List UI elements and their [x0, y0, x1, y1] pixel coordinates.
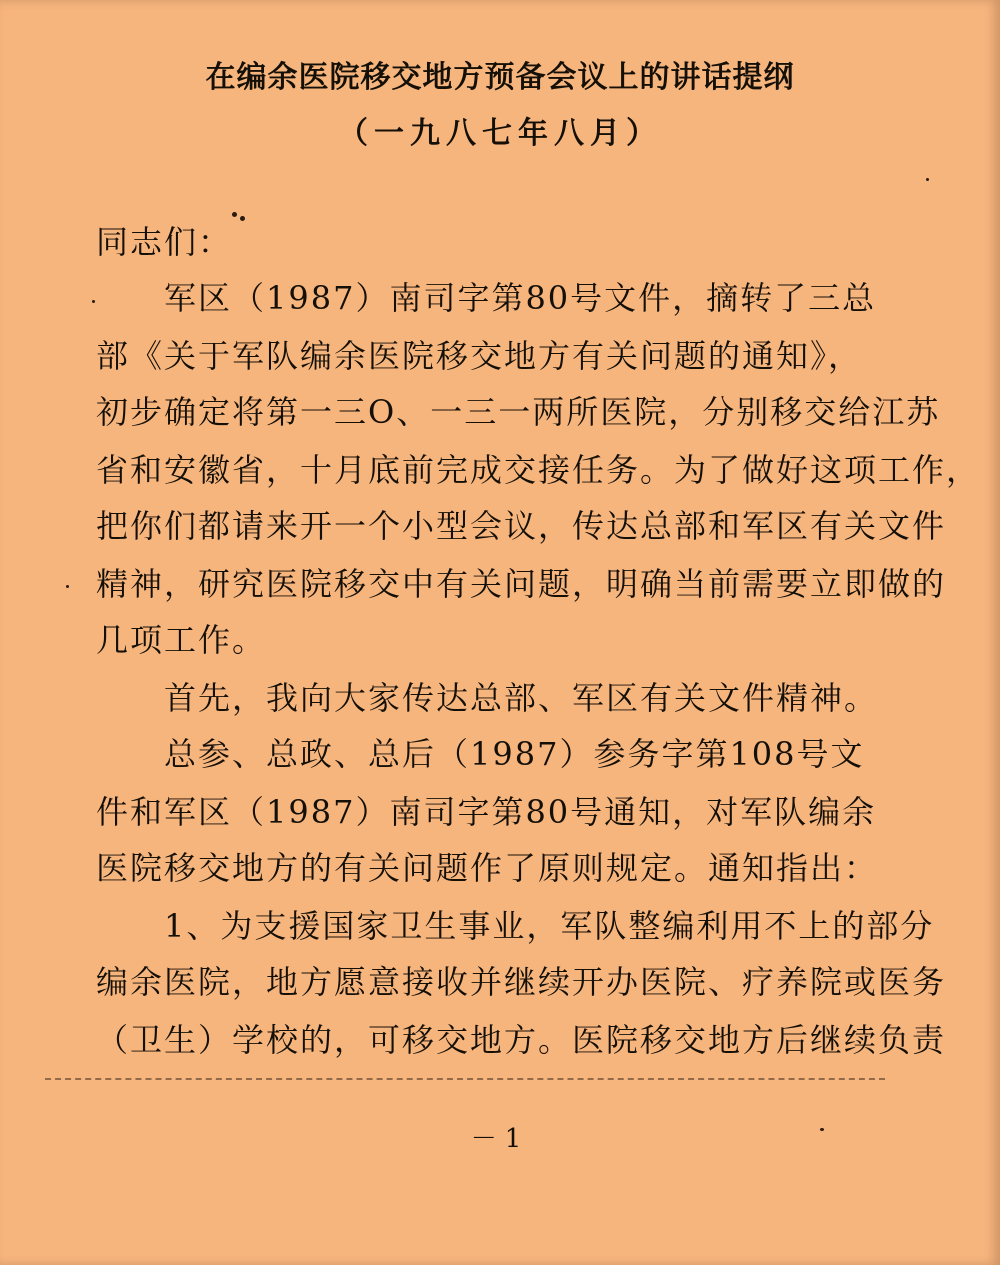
ink-speck [92, 300, 95, 303]
text-line-11: 件和军区（1987）南司字第80号通知，对军队编余 [96, 793, 877, 831]
ink-speck [820, 1128, 824, 1131]
ink-speck [66, 585, 69, 588]
text-line-4: 初步确定将第一三O、一三一两所医院，分别移交给江苏 [96, 393, 941, 431]
text-line-13: 1、为支援国家卫生事业，军队整编利用不上的部分 [96, 907, 935, 945]
footer-rule [45, 1078, 885, 1080]
document-date: （一九八七年八月） [338, 116, 662, 151]
text-line-3: 部《关于军队编余医院移交地方有关问题的通知》， [96, 337, 863, 375]
text-line-12: 医院移交地方的有关问题作了原则规定。通知指出： [96, 849, 879, 887]
page-number: －1 [470, 1124, 530, 1154]
ink-speck [232, 212, 237, 217]
ink-speck [240, 216, 245, 221]
text-line-6: 把你们都请来开一个小型会议，传达总部和军区有关文件 [96, 507, 947, 545]
text-line-14: 编余医院，地方愿意接收并继续开办医院、疗养院或医务 [96, 963, 947, 1001]
text-line-9: 首先，我向大家传达总部、军区有关文件精神。 [96, 679, 879, 717]
document-title: 在编余医院移交地方预备会议上的讲话提纲 [205, 60, 795, 95]
text-line-1: 同志们： [96, 223, 233, 261]
text-line-2: 军区（1987）南司字第80号文件，摘转了三总 [96, 279, 877, 317]
text-line-15: （卫生）学校的，可移交地方。医院移交地方后继续负责 [96, 1021, 947, 1059]
text-line-5: 省和安徽省，十月底前完成交接任务。为了做好这项工作， [96, 451, 981, 489]
text-line-7: 精神，研究医院移交中有关问题，明确当前需要立即做的 [96, 565, 947, 603]
text-line-10: 总参、总政、总后（1987）参务字第108号文 [96, 735, 865, 773]
ink-speck [926, 178, 929, 181]
text-line-8: 几项工作。 [96, 621, 267, 659]
